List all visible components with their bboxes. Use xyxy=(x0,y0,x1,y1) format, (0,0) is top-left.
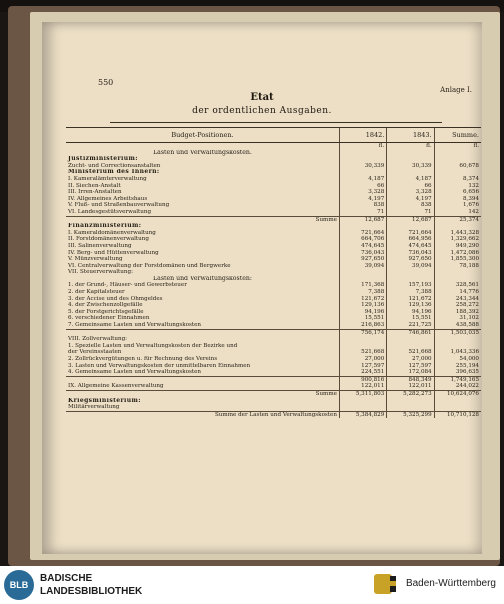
row-label: VI. Landesgestütsverwaltung xyxy=(68,208,152,215)
table-row xyxy=(66,349,481,356)
row-label: 3. der Accise und des Ohmgeldes xyxy=(68,295,163,302)
table-row xyxy=(66,356,481,363)
blb-name[interactable] xyxy=(40,572,142,598)
cell-summe: 31,102 xyxy=(434,315,481,322)
table-row xyxy=(66,269,481,276)
cell-1843: 721,664 xyxy=(387,230,434,237)
cell-1842: 900,816 xyxy=(339,376,386,383)
cell-1842: 927,650 xyxy=(339,256,386,263)
cell-1842: 129,136 xyxy=(339,302,386,309)
cell-1842: 664,706 xyxy=(339,236,386,243)
row-label: Militärverwaltung xyxy=(68,404,120,411)
cell-1842: 27,000 xyxy=(339,356,386,363)
cell-1842: 5,311,803 xyxy=(339,390,386,397)
bw-label[interactable]: Baden-Württemberg xyxy=(405,578,496,589)
cell-1842: 66 xyxy=(339,183,386,190)
page-title: Etat xyxy=(250,92,274,103)
cell-1843: 664,956 xyxy=(387,236,434,243)
row-label: 2. der Kapitalsteuer xyxy=(68,289,125,296)
cell-summe: 1,443,328 xyxy=(434,230,481,237)
unit-row xyxy=(66,143,481,150)
cell-1842: 756,174 xyxy=(339,329,386,336)
cell-1843: 736,043 xyxy=(387,250,434,257)
cell-summe xyxy=(434,156,481,163)
cell-summe xyxy=(434,398,481,405)
cell-summe xyxy=(434,169,481,176)
table-row xyxy=(66,322,481,329)
cell-1842: 121,672 xyxy=(339,296,386,303)
cell-1843 xyxy=(387,398,434,405)
budget-table xyxy=(66,127,481,418)
header-positions: Budget-Positionen. xyxy=(66,128,339,143)
cell-1843: 15,551 xyxy=(387,315,434,322)
table-row xyxy=(66,302,481,309)
cell-summe: 396,635 xyxy=(434,369,481,376)
cell-summe: 1,855,300 xyxy=(434,256,481,263)
row-label: Lasten und Verwaltungskosten. xyxy=(153,149,252,156)
row-label: 1. Spezielle Lasten und Verwaltungskosten der Bezirke und xyxy=(68,342,238,349)
row-label: IV. Berg- und Hüttenverwaltung xyxy=(68,249,159,256)
row-label: II. Forstdomänenverwaltung xyxy=(68,236,149,243)
table-row xyxy=(66,296,481,303)
cell-summe: 244,022 xyxy=(434,383,481,390)
cell-1843: 129,136 xyxy=(387,302,434,309)
table-row xyxy=(66,183,481,190)
title-divider xyxy=(110,122,442,123)
row-label: Kriegsministerium: xyxy=(68,397,141,404)
cell-1843: 157,193 xyxy=(387,282,434,289)
table-row xyxy=(66,202,481,209)
cell-1842: 122,011 xyxy=(339,383,386,390)
cell-1843: 172,084 xyxy=(387,369,434,376)
cell-summe xyxy=(434,223,481,230)
table-row xyxy=(66,383,481,390)
row-label: I. Kameralämterverwaltung xyxy=(68,175,147,182)
header-1843: 1843. xyxy=(387,128,434,143)
table-row xyxy=(66,369,481,376)
cell-1842: 5,384,829 xyxy=(339,411,386,418)
cell-1843: 12,687 xyxy=(387,216,434,223)
cell-1843: 848,349 xyxy=(387,376,434,383)
page-subtitle: der ordentlichen Ausgaben. xyxy=(192,106,332,116)
cell-1843: 5,282,273 xyxy=(387,390,434,397)
table-row xyxy=(66,230,481,237)
cell-summe: 1,043,336 xyxy=(434,349,481,356)
table-row xyxy=(66,163,481,170)
cell-1842 xyxy=(339,336,386,343)
row-label: VIII. Zollverwaltung: xyxy=(68,336,128,343)
cell-1843: 5,325,299 xyxy=(387,411,434,418)
footer-bar xyxy=(0,566,504,604)
cell-1842: 39,094 xyxy=(339,263,386,270)
table-row xyxy=(66,363,481,370)
unit-1843: fl. xyxy=(387,143,434,150)
cell-summe: 10,624,076 xyxy=(434,390,481,397)
cell-1842 xyxy=(339,156,386,163)
cell-1842: 94,196 xyxy=(339,309,386,316)
row-label: VII. Steuerverwaltung: xyxy=(68,269,133,276)
row-label: 4. Gemeinsame Lasten und Verwaltungskosten xyxy=(68,369,202,376)
blb-logo-icon[interactable]: BLB xyxy=(4,570,34,600)
unit-label xyxy=(66,143,339,150)
cell-1843 xyxy=(387,343,434,350)
cell-summe: 1,503,035 xyxy=(434,329,481,336)
cell-1843: 122,011 xyxy=(387,383,434,390)
cell-summe xyxy=(434,404,481,411)
cell-1842: 15,551 xyxy=(339,315,386,322)
cell-1843 xyxy=(387,269,434,276)
cell-1843 xyxy=(387,156,434,163)
row-label: V. Fluß- und Straßenbauverwaltung xyxy=(68,202,170,209)
cell-1842 xyxy=(339,223,386,230)
cell-summe: 132 xyxy=(434,183,481,190)
cell-1843: 66 xyxy=(387,183,434,190)
row-label: IV. Allgemeines Arbeitshaus xyxy=(68,195,148,202)
cell-summe: 14,776 xyxy=(434,289,481,296)
cell-1843: 3,328 xyxy=(387,189,434,196)
cell-1842: 7,388 xyxy=(339,289,386,296)
cell-summe xyxy=(434,336,481,343)
table-row xyxy=(66,336,481,343)
table-row xyxy=(66,263,481,270)
cell-1842: 721,664 xyxy=(339,230,386,237)
table-row xyxy=(66,156,481,163)
table-row xyxy=(66,150,481,157)
cell-1842 xyxy=(339,169,386,176)
row-label: der Vereinsstaaten xyxy=(68,349,122,356)
cell-summe: 949,290 xyxy=(434,243,481,250)
cell-1843 xyxy=(387,223,434,230)
cell-1842 xyxy=(339,276,386,283)
row-label: 3. Lasten und Verwaltungskosten der unmittelbaren Einnahmen xyxy=(68,362,251,369)
cell-1843: 7,388 xyxy=(387,289,434,296)
cell-1843: 94,196 xyxy=(387,309,434,316)
row-label: I. Kameraldomänenverwaltung xyxy=(68,229,156,236)
cell-1843: 838 xyxy=(387,202,434,209)
cell-summe xyxy=(434,276,481,283)
row-label: Summe xyxy=(66,216,339,223)
cell-summe: 255,194 xyxy=(434,363,481,370)
cell-1842: 30,339 xyxy=(339,163,386,170)
book-page xyxy=(42,22,482,554)
cell-1842: 474,645 xyxy=(339,243,386,250)
table-row xyxy=(66,223,481,230)
cell-1842: 3,328 xyxy=(339,189,386,196)
row-label xyxy=(66,376,339,383)
row-label: Summe der Lasten und Verwaltungskosten xyxy=(66,411,339,418)
table-row xyxy=(66,282,481,289)
table-row xyxy=(66,329,481,336)
table-row xyxy=(66,289,481,296)
table-body xyxy=(66,150,481,419)
table-row xyxy=(66,343,481,350)
cell-1843: 4,197 xyxy=(387,196,434,203)
table-row xyxy=(66,256,481,263)
header-summe: Summe. xyxy=(434,128,481,143)
row-label: Lasten und Verwaltungskosten: xyxy=(153,275,252,282)
cell-summe xyxy=(434,343,481,350)
row-label: VI. Centralverwaltung der Forstdomänen und Bergwerke xyxy=(68,262,231,269)
cell-summe: 6,656 xyxy=(434,189,481,196)
table-row xyxy=(66,309,481,316)
row-label: V. Münzverwaltung xyxy=(68,256,123,263)
table-row xyxy=(66,216,481,223)
blb-line-1: BADISCHE xyxy=(40,573,93,584)
cell-1843: 127,597 xyxy=(387,363,434,370)
cell-1843 xyxy=(387,336,434,343)
cell-1843: 71 xyxy=(387,209,434,216)
cell-summe: 10,710,128 xyxy=(434,411,481,418)
cell-1843: 927,650 xyxy=(387,256,434,263)
cell-1843: 746,861 xyxy=(387,329,434,336)
cell-summe: 8,374 xyxy=(434,176,481,183)
row-label: 2. Zollrückvergütungen u. für Rechnung des Vereins xyxy=(68,356,218,362)
unit-summe: fl. xyxy=(434,143,481,150)
cell-summe xyxy=(434,150,481,157)
row-label: Ministerium des Innern: xyxy=(68,169,160,176)
cell-summe xyxy=(434,269,481,276)
table-row xyxy=(66,236,481,243)
table-row xyxy=(66,404,481,411)
annex-label: Anlage I. xyxy=(440,86,472,94)
row-label: 1. der Grund-, Häuser- und Gewerbsteuer xyxy=(68,282,187,289)
cell-1842 xyxy=(339,404,386,411)
cell-1843: 27,000 xyxy=(387,356,434,363)
page-number: 550 xyxy=(98,78,114,87)
bw-stripes-icon xyxy=(390,576,396,592)
table-row xyxy=(66,250,481,257)
cell-1842: 521,668 xyxy=(339,349,386,356)
table-header-row xyxy=(66,128,481,143)
row-label: Justizministerium: xyxy=(68,156,138,163)
cell-1842 xyxy=(339,150,386,157)
cell-1843 xyxy=(387,276,434,283)
cell-1842: 71 xyxy=(339,209,386,216)
table-row xyxy=(66,196,481,203)
row-label: III. Salinenverwaltung xyxy=(68,242,132,249)
row-label: III. Irren-Anstalten xyxy=(68,189,122,196)
row-label: 5. der Forstgerichtsgefälle xyxy=(68,308,144,315)
row-label: Zucht- und Correctionsanstalten xyxy=(68,162,161,169)
cell-1843 xyxy=(387,169,434,176)
cell-1842: 4,187 xyxy=(339,176,386,183)
table-row xyxy=(66,376,481,383)
cell-summe: 1,329,662 xyxy=(434,236,481,243)
cell-1842: 838 xyxy=(339,202,386,209)
row-label xyxy=(66,329,339,336)
table-row xyxy=(66,276,481,283)
cell-summe: 243,344 xyxy=(434,296,481,303)
table-row xyxy=(66,209,481,216)
row-label: II. Siechen-Anstalt xyxy=(68,182,121,189)
table-row xyxy=(66,189,481,196)
cell-summe: 60,678 xyxy=(434,163,481,170)
cell-summe: 1,676 xyxy=(434,202,481,209)
cell-1843 xyxy=(387,150,434,157)
cell-1842: 4,197 xyxy=(339,196,386,203)
table-row xyxy=(66,315,481,322)
cell-summe: 258,272 xyxy=(434,302,481,309)
table-row xyxy=(66,390,481,397)
cell-summe: 1,749,165 xyxy=(434,376,481,383)
cell-1843: 474,645 xyxy=(387,243,434,250)
cell-summe: 54,000 xyxy=(434,356,481,363)
row-label: 4. der Zwischenzollgefälle xyxy=(68,302,143,309)
cell-summe: 1,472,086 xyxy=(434,250,481,257)
row-label: IX. Allgemeine Kassenverwaltung xyxy=(68,383,164,390)
table-row xyxy=(66,398,481,405)
cell-1842 xyxy=(339,343,386,350)
cell-summe: 25,374 xyxy=(434,216,481,223)
cell-summe: 8,394 xyxy=(434,196,481,203)
cell-1842: 736,043 xyxy=(339,250,386,257)
table-row xyxy=(66,243,481,250)
cell-1842: 216,863 xyxy=(339,322,386,329)
cell-summe: 328,561 xyxy=(434,282,481,289)
cell-1842 xyxy=(339,398,386,405)
cell-1843: 39,094 xyxy=(387,263,434,270)
row-label: 6. verschiedener Einnahmen xyxy=(68,315,150,322)
cell-1842: 224,551 xyxy=(339,369,386,376)
table-row xyxy=(66,176,481,183)
table-row xyxy=(66,169,481,176)
blb-line-2: LANDESBIBLIOTHEK xyxy=(40,586,143,597)
cell-1843: 221,725 xyxy=(387,322,434,329)
row-label: Summe xyxy=(66,390,339,397)
cell-1842: 127,597 xyxy=(339,363,386,370)
cell-1842 xyxy=(339,269,386,276)
table-row xyxy=(66,411,481,418)
cell-summe: 142 xyxy=(434,209,481,216)
unit-1842: fl. xyxy=(339,143,386,150)
cell-1843: 121,672 xyxy=(387,296,434,303)
cell-1843: 30,339 xyxy=(387,163,434,170)
cell-summe: 188,392 xyxy=(434,309,481,316)
cell-summe: 78,188 xyxy=(434,263,481,270)
cell-1843 xyxy=(387,404,434,411)
cell-1842: 171,368 xyxy=(339,282,386,289)
cell-1842: 12,687 xyxy=(339,216,386,223)
cell-1843: 4,187 xyxy=(387,176,434,183)
row-label: Finanzministerium: xyxy=(68,223,142,230)
cell-summe: 438,588 xyxy=(434,322,481,329)
cell-1843: 521,668 xyxy=(387,349,434,356)
header-1842: 1842. xyxy=(339,128,386,143)
row-label: 7. Gemeinsame Lasten und Verwaltungskosten xyxy=(68,322,202,329)
